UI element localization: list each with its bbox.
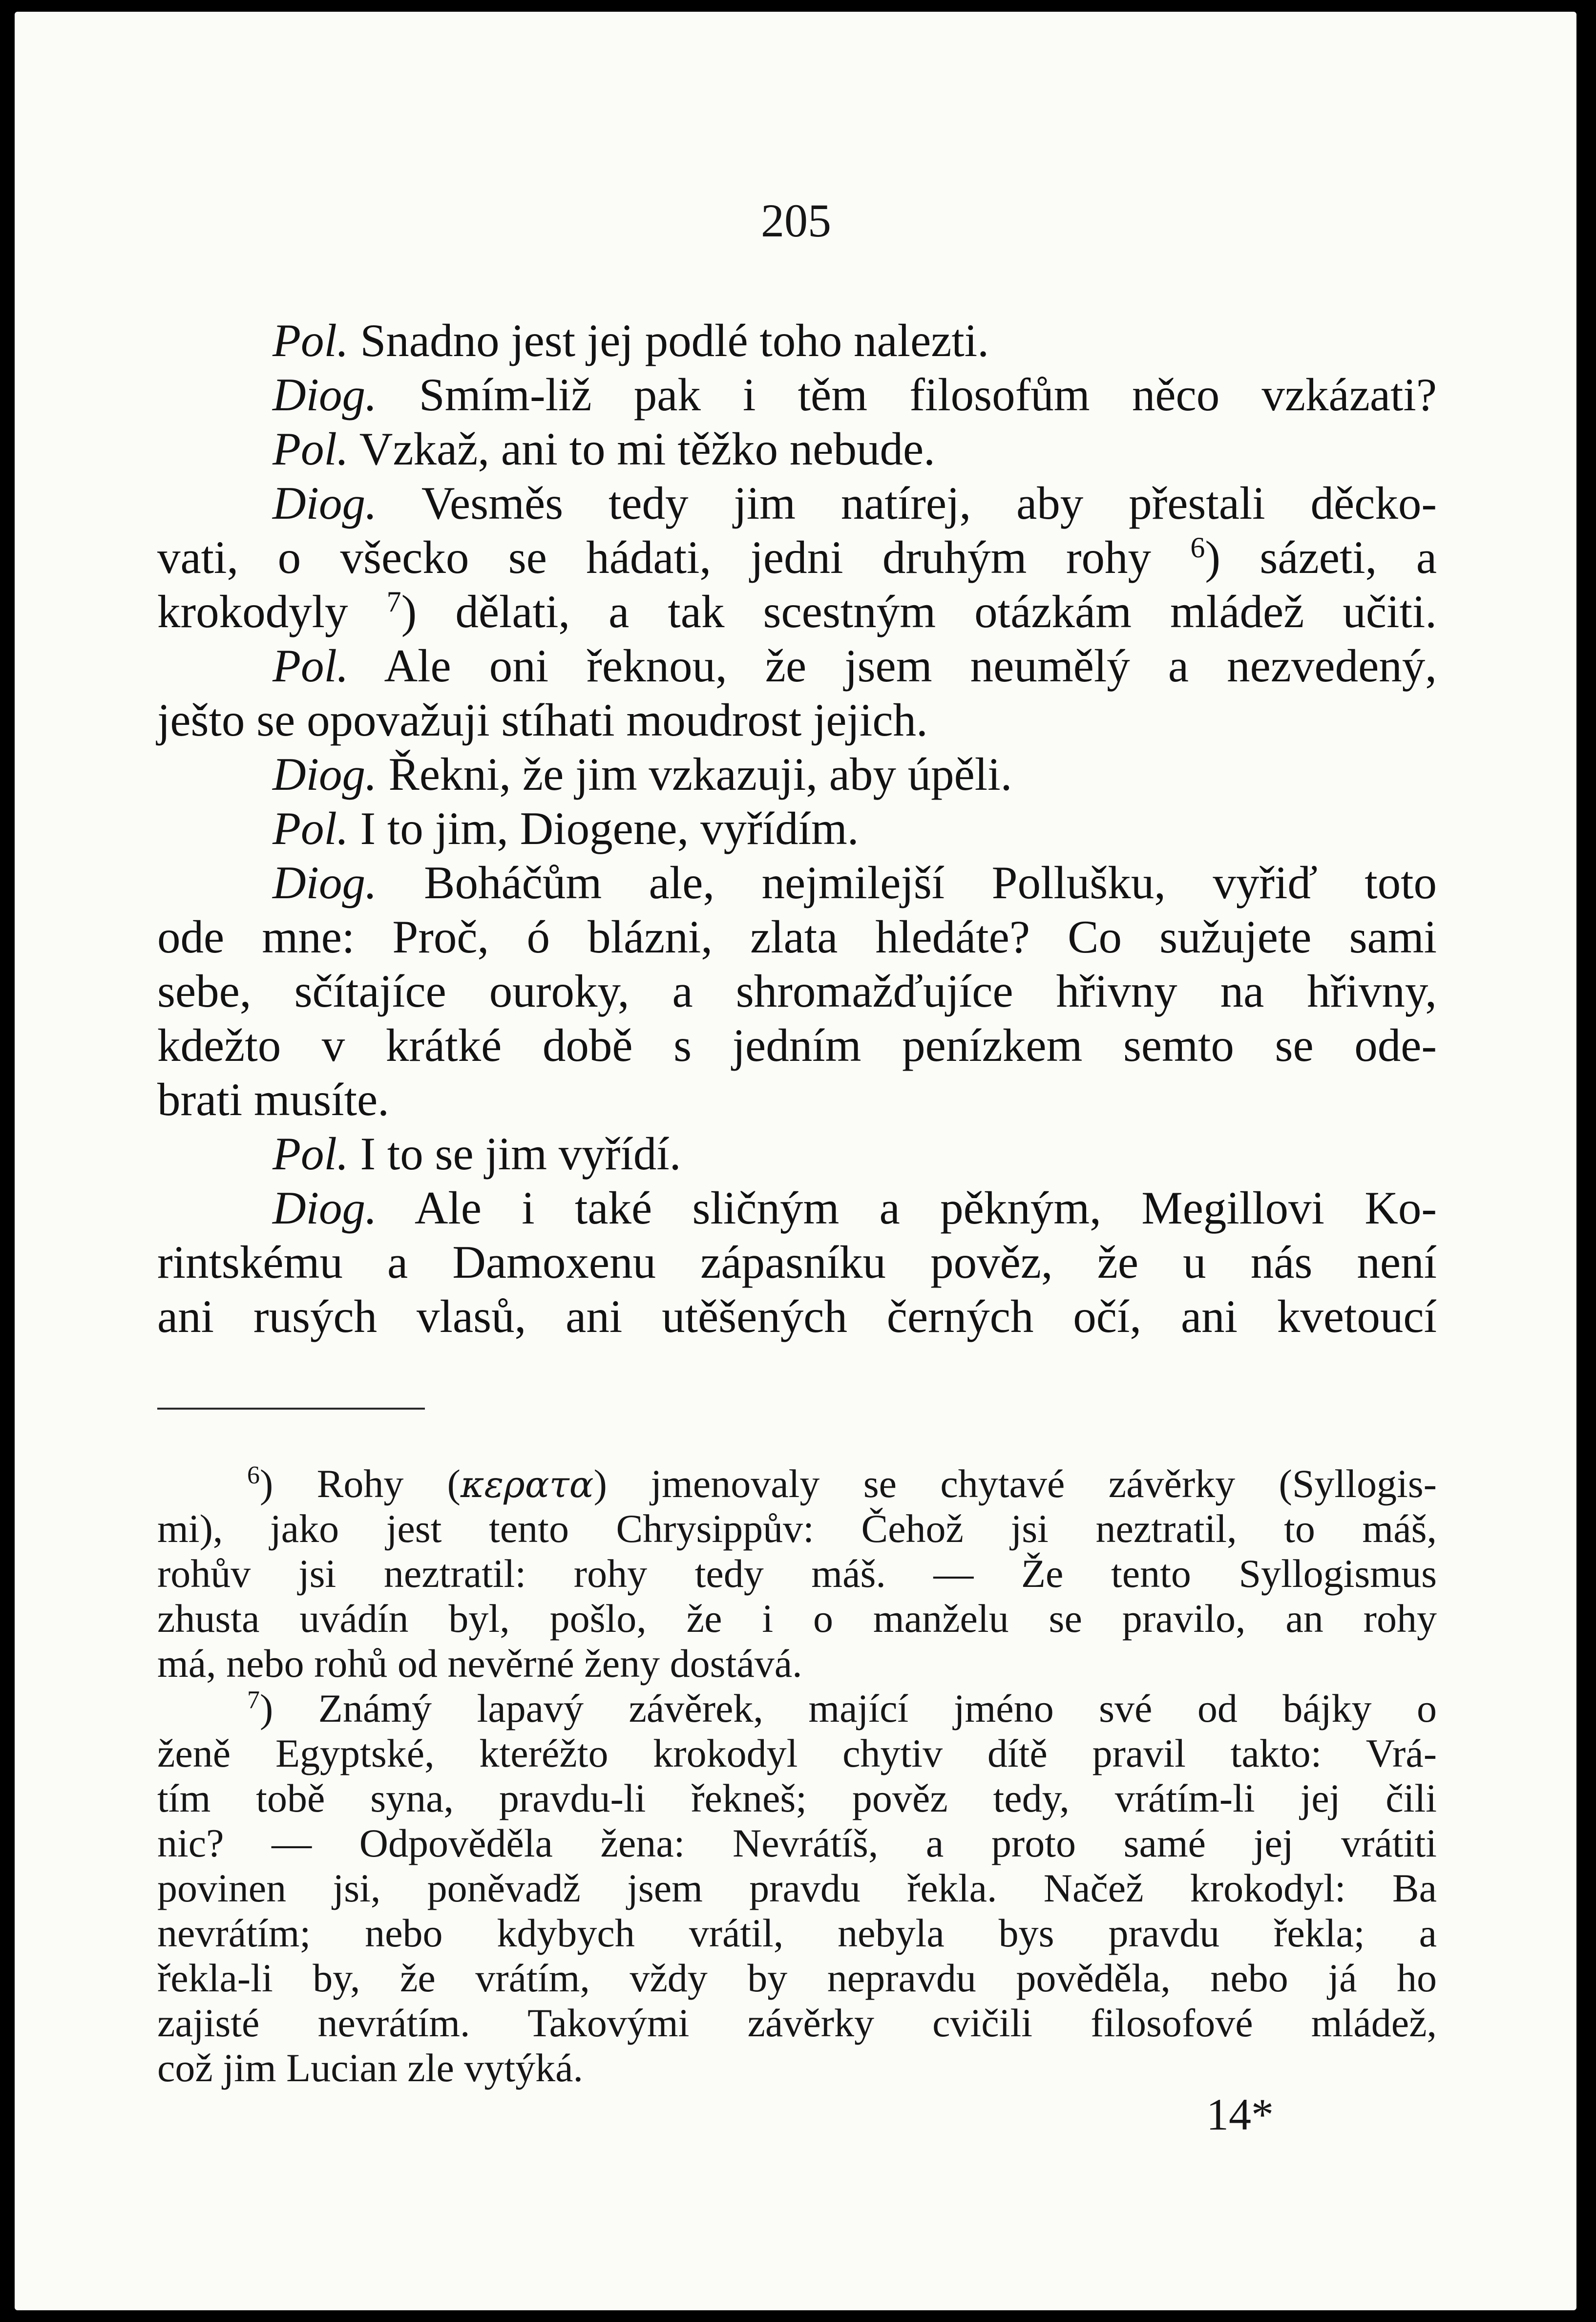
dialogue-line: [157, 585, 1437, 638]
footnote-line: [247, 1461, 1437, 1507]
footnote-line: [157, 1731, 1437, 1776]
dialogue-text: ) sázeti, a: [1205, 531, 1437, 583]
dialogue-text: rintskému a Damoxenu zápasníku pověz, že u nás není: [157, 1236, 1437, 1288]
dialogue-line: [157, 1073, 1437, 1126]
footnote-text: má, nebo rohů od nevěrné ženy dostává.: [157, 1641, 802, 1686]
footnote-text: zhusta uvádín byl, pošlo, že i o manželu se pravilo, an rohy: [157, 1596, 1437, 1641]
dialogue-line: [157, 693, 1437, 747]
dialogue-line: [273, 368, 1437, 422]
footnote-line: [157, 2046, 1437, 2090]
dialogue-text: Boháčům ale, nejmilejší Pollušku, vyřiď toto: [377, 857, 1437, 908]
footnote-line: [157, 2001, 1437, 2046]
footnote-text: povinen jsi, poněvadž jsem pravdu řekla. Načež krokodyl: Ba: [157, 1866, 1437, 1910]
dialogue-line: [157, 530, 1437, 584]
footnote-mark: 6: [247, 1461, 260, 1489]
greek-term: κερατα: [460, 1464, 594, 1506]
speaker-label: Diog.: [273, 748, 377, 800]
dialogue-text: sebe, sčítajíce ouroky, a shromažďujíce hřivny na hřivny,: [157, 965, 1437, 1017]
dialogue-line: [157, 1018, 1437, 1072]
dialogue-line: [273, 1181, 1437, 1235]
footnote-text: ) jmenovaly se chytavé závěrky (Syllogis-: [593, 1461, 1437, 1506]
footnote-line: [247, 1686, 1437, 1731]
dialogue-line: [157, 1289, 1437, 1343]
footnote-mark: 7: [247, 1686, 260, 1714]
dialogue-text: Vzkaž, ani to mi těžko nebude.: [348, 423, 935, 475]
footnote-text: což jim Lucian zle vytýká.: [157, 2046, 584, 2090]
dialogue-line: [273, 1127, 1437, 1181]
footnote-text: tím tobě syna, pravdu-li řekneš; pověz tedy, vrátím-li jej čili: [157, 1776, 1437, 1820]
footnote-text: mi), jako jest tento Chrysippův: Čehož jsi neztratil, to máš,: [157, 1506, 1437, 1551]
footnote-line: [157, 1506, 1437, 1551]
footnote-text: nic? — Odpověděla žena: Nevrátíš, a proto samé jej vrátiti: [157, 1821, 1437, 1865]
dialogue-line: [273, 314, 1437, 367]
footnote-divider: [157, 1408, 425, 1410]
dialogue-text: I to jim, Diogene, vyřídím.: [348, 802, 859, 854]
dialogue-line: [273, 422, 1437, 476]
dialogue-text: vati, o všecko se hádati, jedni druhým rohy: [157, 531, 1191, 583]
dialogue-text: Vesměs tedy jim natírej, aby přestali děcko-: [377, 477, 1437, 529]
footnote-text: zajisté nevrátím. Takovými závěrky cvičili filosofové mládež,: [157, 2001, 1437, 2045]
footnote-line: [157, 1956, 1437, 2001]
footnote-line: [157, 1866, 1437, 1911]
footnote-line: [157, 1641, 1437, 1686]
speaker-label: Diog.: [273, 857, 377, 908]
book-page: [15, 12, 1576, 2310]
dialogue-text: I to se jim vyřídí.: [348, 1128, 681, 1180]
dialogue-line: [273, 639, 1437, 693]
footnote-text: nevrátím; nebo kdybych vrátil, nebyla bys pravdu řekla; a: [157, 1911, 1437, 1955]
dialogue-text: Smím-liž pak i těm filosofům něco vzkázati?: [377, 369, 1437, 421]
speaker-label: Diog.: [273, 369, 377, 421]
footnote-line: [157, 1596, 1437, 1641]
signature-mark: 14*: [1206, 2090, 1274, 2139]
dialogue-text: ještо se opovažuji stíhati moudrost jejich.: [157, 694, 928, 746]
dialogue-text: krokodyly: [157, 586, 387, 637]
page-number: 205: [761, 194, 831, 247]
footnote-line: [157, 1821, 1437, 1866]
footnote-text: ) Rohy (: [260, 1461, 461, 1506]
dialogue-line: [273, 802, 1437, 855]
dialogue-line: [273, 747, 1437, 801]
dialogue-text: Snadno jest jej podlé toho nalezti.: [348, 315, 989, 366]
dialogue-text: kdežto v krátké době s jedním penízkem semto se ode-: [157, 1019, 1437, 1071]
dialogue-line: [273, 476, 1437, 530]
footnote-text: ) Známý lapavý závěrek, mající jméno své od bájky o: [260, 1686, 1437, 1731]
dialogue-text: ode mne: Proč, ó blázni, zlata hledáte? Co sužujete sami: [157, 911, 1437, 963]
speaker-label: Pol.: [273, 315, 349, 366]
footnote-text: rohův jsi neztratil: rohy tedy máš. — Že tento Syllogismus: [157, 1551, 1437, 1596]
dialogue-line: [157, 964, 1437, 1018]
speaker-label: Pol.: [273, 1128, 349, 1180]
dialogue-text: Řekni, že jim vzkazuji, aby úpěli.: [377, 748, 1012, 800]
dialogue-text: Ale i také sličným a pěkným, Megillovi Ko-: [377, 1182, 1437, 1234]
footnote-line: [157, 1911, 1437, 1956]
footnote-text: řekla-li by, že vrátím, vždy by nepravdu pověděla, nebo já ho: [157, 1956, 1437, 2000]
dialogue-line: [157, 1235, 1437, 1289]
speaker-label: Pol.: [273, 423, 349, 475]
speaker-label: Diog.: [273, 477, 377, 529]
footnote-line: [157, 1776, 1437, 1821]
dialogue-line: [157, 910, 1437, 964]
speaker-label: Diog.: [273, 1182, 377, 1234]
footnote-ref-6[interactable]: 6: [1190, 531, 1205, 564]
dialogue-text: ani rusých vlasů, ani utěšených černých očí, ani kvetoucí: [157, 1290, 1437, 1342]
footnote-ref-7[interactable]: 7: [386, 586, 401, 618]
footnote-line: [157, 1551, 1437, 1596]
dialogue-text: Ale oni řeknou, že jsem neumělý a nezvedený,: [348, 640, 1437, 692]
dialogue-text: brati musíte.: [157, 1074, 389, 1125]
speaker-label: Pol.: [273, 640, 349, 692]
dialogue-text: ) dělati, a tak scestným otázkám mládež učiti.: [401, 586, 1437, 637]
footnote-text: ženě Egyptské, kteréžto krokodyl chytiv dítě pravil takto: Vrá-: [157, 1731, 1437, 1775]
speaker-label: Pol.: [273, 802, 349, 854]
dialogue-line: [273, 856, 1437, 909]
